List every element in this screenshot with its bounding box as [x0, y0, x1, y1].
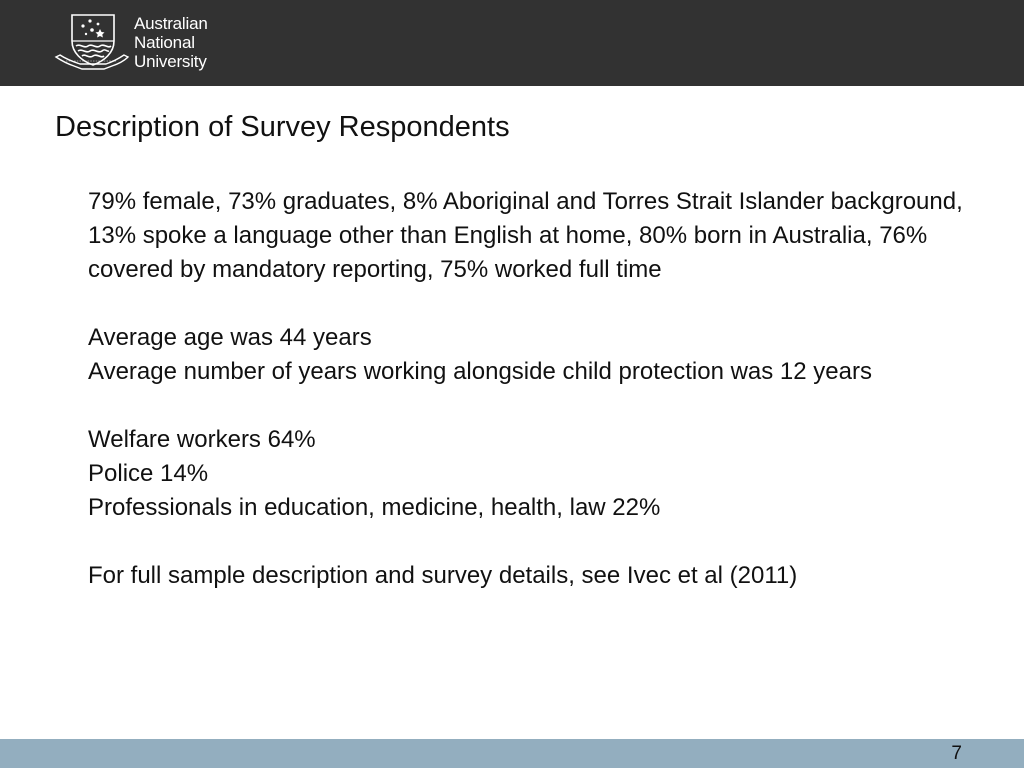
page-number: 7 — [951, 743, 962, 764]
welfare-workers-line: Welfare workers 64% — [88, 426, 316, 453]
logo-line-university: University — [134, 51, 207, 71]
police-line: Police 14% — [88, 460, 209, 487]
average-years-line: Average number of years working alongside child protection was 12 years — [88, 358, 872, 385]
footer-bar — [0, 739, 1024, 768]
professionals-line: Professionals in education, medicine, health, law 22% — [88, 494, 661, 521]
demographics-paragraph: 79% female, 73% graduates, 8% Aboriginal and Torres Strait Islander background, 13% spoke a language other than English at home, 80% born in Australia, 76% covered by mandatory reporting, 75% worked full time — [88, 188, 963, 283]
logo-wordmark — [134, 14, 208, 71]
paragraph-spacer — [88, 287, 968, 321]
logo-line-national: National — [134, 32, 195, 52]
average-age-line: Average age was 44 years — [88, 324, 372, 351]
header-bar — [0, 0, 1024, 86]
slide-body — [88, 185, 968, 593]
anu-coat-of-arms-icon — [52, 11, 130, 73]
reference-line: For full sample description and survey details, see Ivec et al (2011) — [88, 562, 798, 589]
anu-logo[interactable] — [52, 11, 208, 73]
logo-line-australian: Australian — [134, 13, 208, 33]
paragraph-spacer — [88, 525, 968, 559]
paragraph-spacer — [88, 389, 968, 423]
slide-title: Description of Survey Respondents — [55, 111, 510, 143]
